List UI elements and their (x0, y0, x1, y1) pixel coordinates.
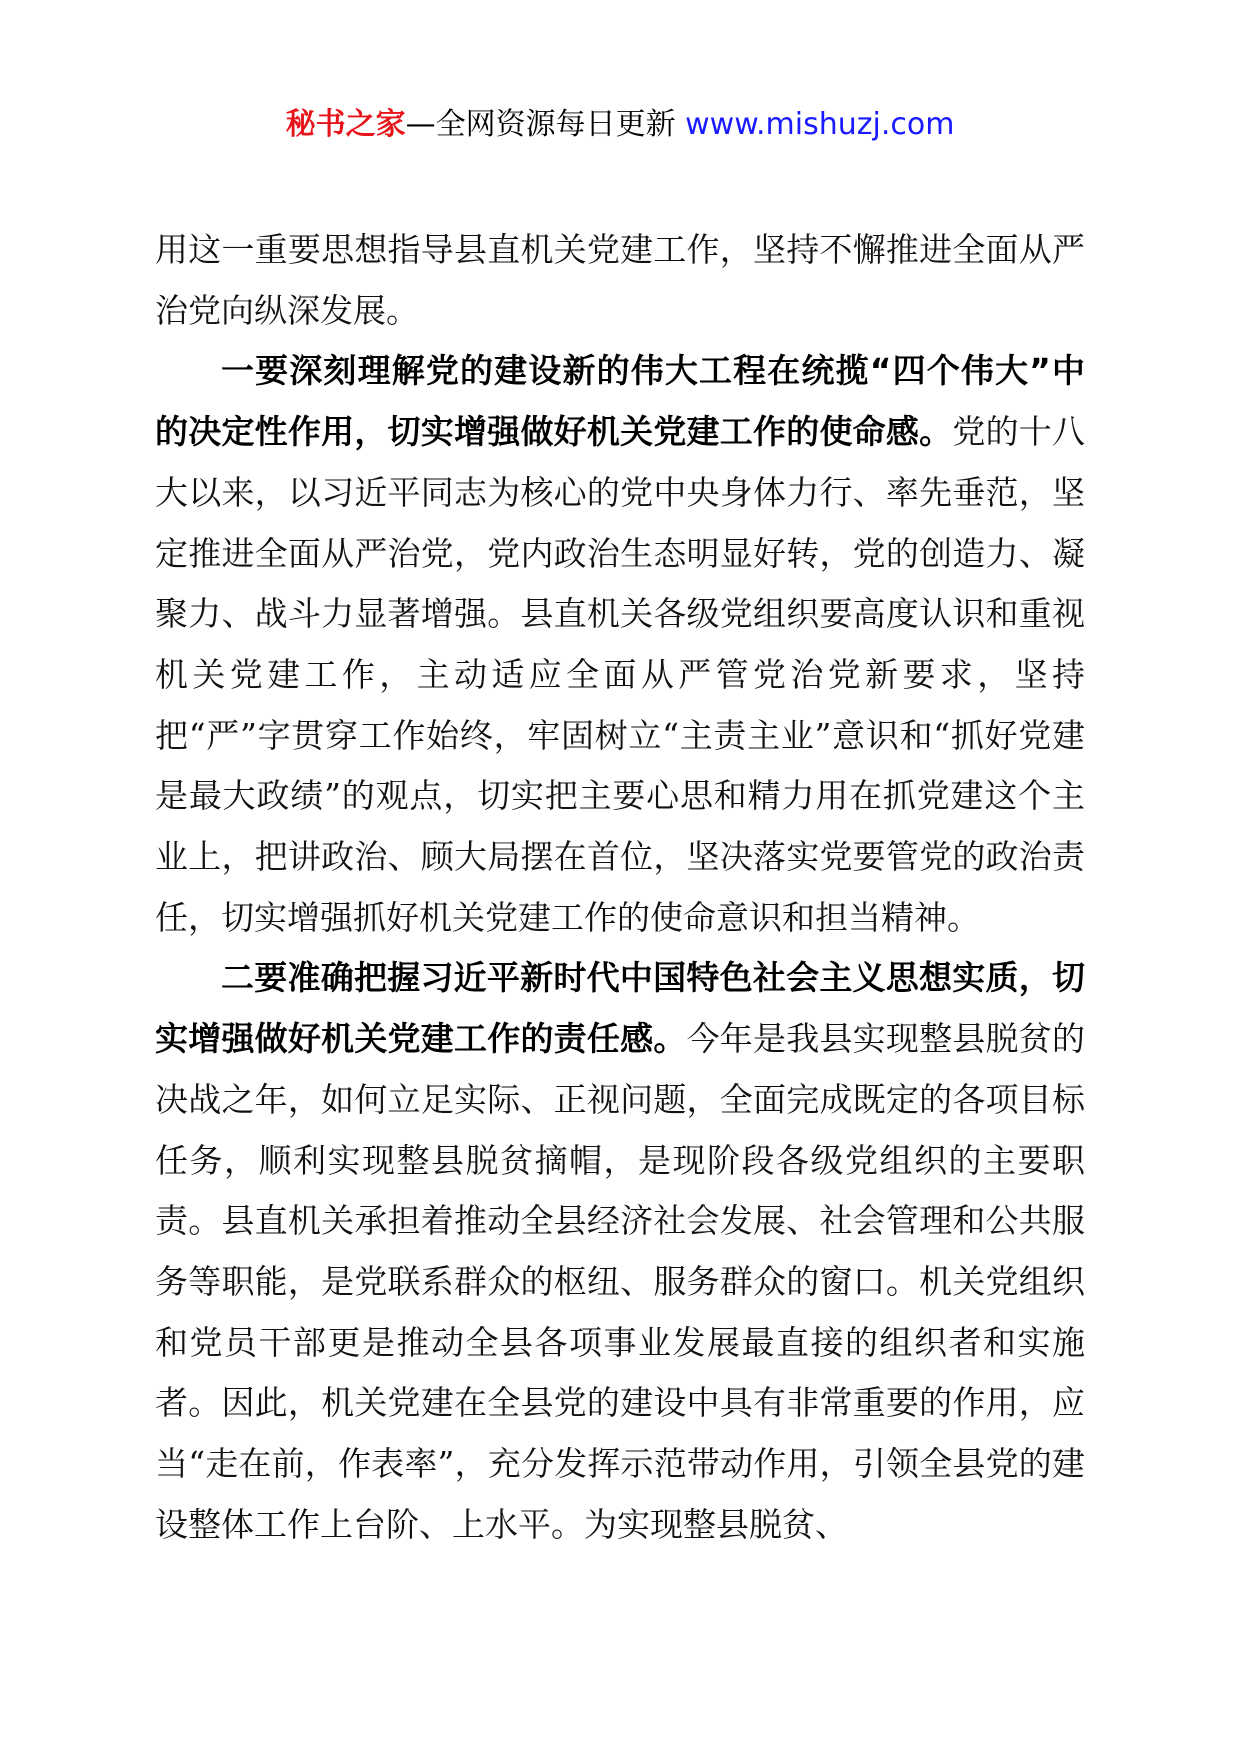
paragraph-lead: 二要准确把握习近平新时代中国特色社会主义思想实质，切实增强做好机关党建工作的责任感。 (155, 958, 1085, 1059)
site-tagline: —全网资源每日更新 (405, 107, 676, 142)
paragraph-text: 今年是我县实现整县脱贫的决战之年，如何立足实际、正视问题，全面完成既定的各项目标任务，顺利实现整县脱贫摘帽，是现阶段各级党组织的主要职责。县直机关承担着推动全县经济社会发展、社会管理和公共服务等职能，是党联系群众的枢纽、服务群众的窗口。机关党组织和党员干部更是推动全县各项事业发展最直接的组织者和实施者。因此，机关党建在全县党的建设中具有非常重要的作用，应当“走在前，作表率”，充分发挥示范带动作用，引领全县党的建设整体工作上台阶、上水平。为实现整县脱贫、 (155, 1019, 1086, 1544)
brand-name: 秘书之家 (285, 107, 406, 142)
site-header (0, 100, 1240, 150)
document-body (155, 220, 1085, 1555)
paragraph-text: 党的十八大以来，以习近平同志为核心的党中央身体力行、率先垂范，坚定推进全面从严治党，党内政治生态明显好转，党的创造力、凝聚力、战斗力显著增强。县直机关各级党组织要高度认识和重视机关党建工作，主动适应全面从严管党治党新要求，坚持把“严”字贯穿工作始终，牢固树立“主责主业”意识和“抓好党建是最大政绩”的观点，切实把主要心思和精力用在抓党建这个主业上，把讲政治、顾大局摆在首位，坚决落实党要管党的政治责任，切实增强抓好机关党建工作的使命意识和担当精神。 (155, 412, 1086, 937)
paragraph-continuation (155, 220, 1085, 341)
paragraph-text: 用这一重要思想指导县直机关党建工作，坚持不懈推进全面从严治党向纵深发展。 (155, 230, 1085, 330)
site-url-link[interactable]: www.mishuzj.com (685, 107, 955, 142)
paragraph-point-one (155, 341, 1085, 948)
paragraph-lead: 一要深刻理解党的建设新的伟大工程在统揽“四个伟大”中的决定性作用，切实增强做好机关党建工作的使命感。 (155, 351, 1085, 452)
paragraph-point-two (155, 948, 1085, 1555)
